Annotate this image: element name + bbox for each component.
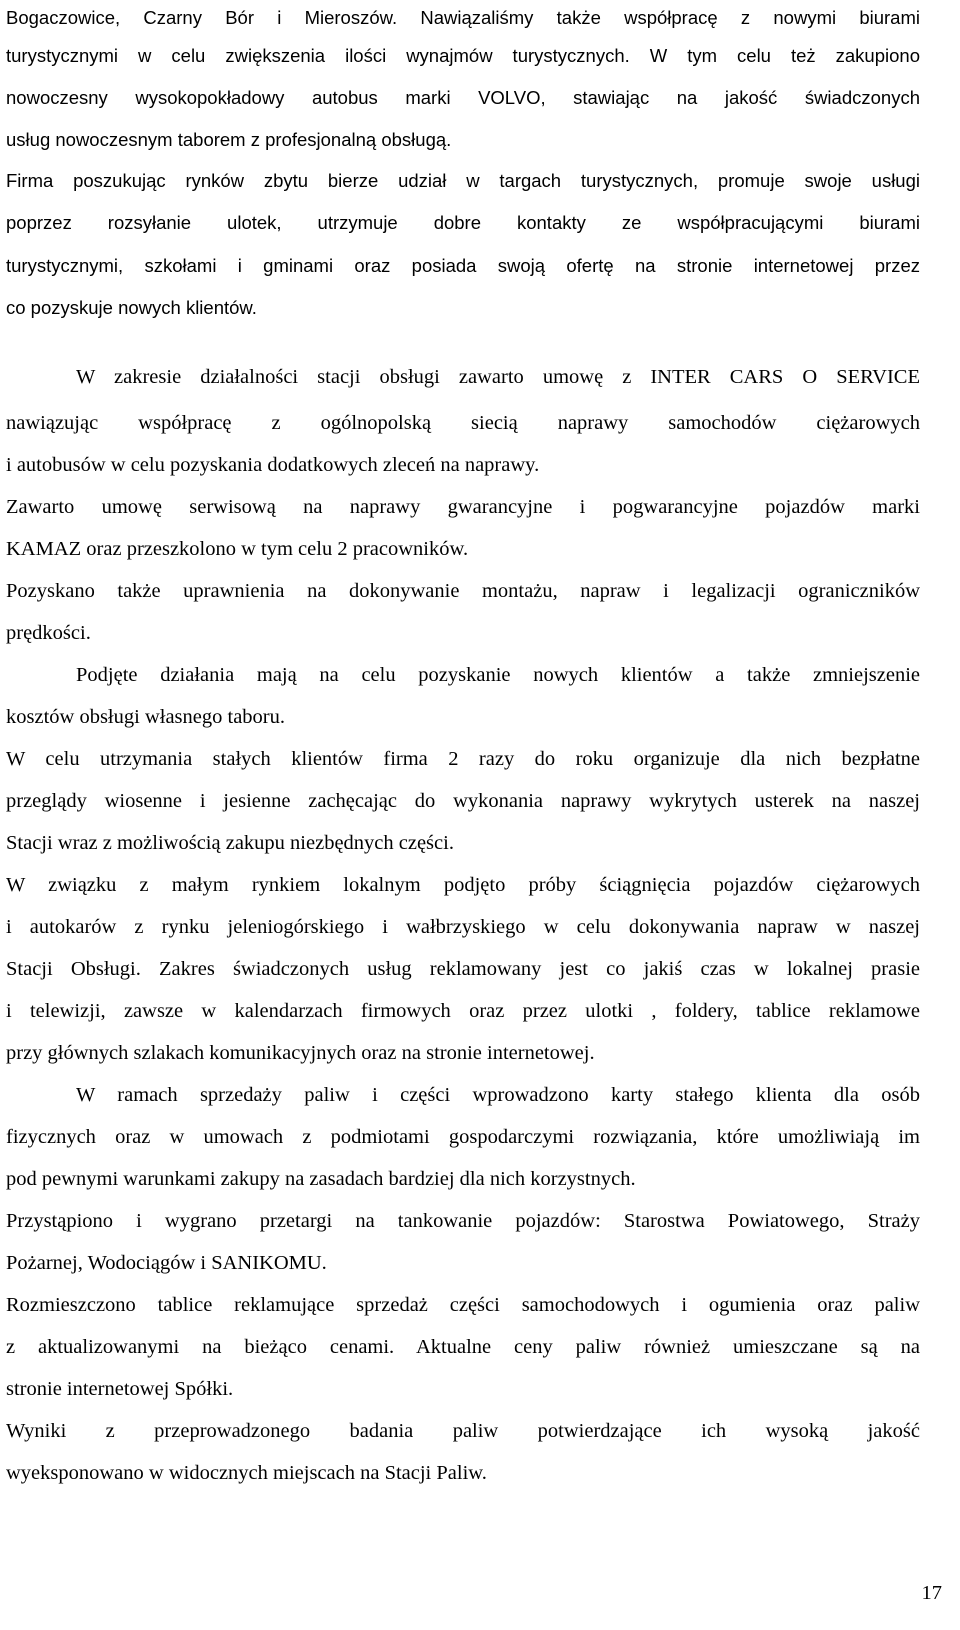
text-line: fizycznych oraz w umowach z podmiotami gospodarczymi rozwiązania, które umożliwiają im: [6, 1126, 920, 1148]
text-line: Wyniki z przeprowadzonego badania paliw potwierdzające ich wysoką jakość: [6, 1420, 920, 1442]
text-line: W zakresie działalności stacji obsługi zawarto umowę z INTER CARS O SERVICE: [76, 366, 920, 388]
text-line: Podjęte działania mają na celu pozyskanie nowych klientów a także zmniejszenie: [76, 664, 920, 686]
text-line: turystycznymi, szkołami i gminami oraz posiada swoją ofertę na stronie internetowej przez: [6, 255, 920, 276]
text-line: i autobusów w celu pozyskania dodatkowych zleceń na naprawy.: [6, 454, 540, 476]
text-line: co pozyskuje nowych klientów.: [6, 297, 257, 318]
text-line: Firma poszukując rynków zbytu bierze udział w targach turystycznych, promuje swoje usługi: [6, 170, 920, 191]
text-line: KAMAZ oraz przeszkolono w tym celu 2 pracowników.: [6, 538, 469, 560]
text-line: przy głównych szlakach komunikacyjnych oraz na stronie internetowej.: [6, 1042, 595, 1064]
text-line: W związku z małym rynkiem lokalnym podjęto próby ściągnięcia pojazdów ciężarowych: [6, 874, 920, 896]
text-line: z aktualizowanymi na bieżąco cenami. Aktualne ceny paliw również umieszczane są na: [6, 1336, 920, 1358]
text-line: Bogaczowice, Czarny Bór i Mieroszów. Nawiązaliśmy także współpracę z nowymi biurami: [6, 7, 920, 28]
text-line: W celu utrzymania stałych klientów firma 2 razy do roku organizuje dla nich bezpłatne: [6, 748, 920, 770]
text-line: stronie internetowej Spółki.: [6, 1378, 234, 1400]
text-line: W ramach sprzedaży paliw i części wprowadzono karty stałego klienta dla osób: [76, 1084, 920, 1106]
text-line: turystycznymi w celu zwiększenia ilości wynajmów turystycznych. W tym celu też zakupiono: [6, 45, 920, 66]
text-line: Stacji wraz z możliwością zakupu niezbędnych części.: [6, 832, 454, 854]
text-line: prędkości.: [6, 622, 91, 644]
page-number: 17: [921, 1582, 942, 1604]
text-line: i telewizji, zawsze w kalendarzach firmowych oraz przez ulotki , foldery, tablice reklamowe: [6, 1000, 920, 1022]
text-line: nawiązując współpracę z ogólnopolską siecią naprawy samochodów ciężarowych: [6, 412, 920, 434]
text-line: i autokarów z rynku jeleniogórskiego i wałbrzyskiego w celu dokonywania napraw w naszej: [6, 916, 920, 938]
text-line: kosztów obsługi własnego taboru.: [6, 706, 285, 728]
text-line: Pożarnej, Wodociągów i SANIKOMU.: [6, 1252, 327, 1274]
text-line: pod pewnymi warunkami zakupy na zasadach bardziej dla nich korzystnych.: [6, 1168, 636, 1190]
text-line: wyeksponowano w widocznych miejscach na Stacji Paliw.: [6, 1462, 487, 1484]
text-line: usług nowoczesnym taborem z profesjonalną obsługą.: [6, 129, 452, 150]
text-line: nowoczesny wysokopokładowy autobus marki VOLVO, stawiając na jakość świadczonych: [6, 87, 920, 108]
text-line: poprzez rozsyłanie ulotek, utrzymuje dobre kontakty ze współpracującymi biurami: [6, 212, 920, 233]
text-line: Pozyskano także uprawnienia na dokonywanie montażu, napraw i legalizacji ograniczników: [6, 580, 920, 602]
text-line: Rozmieszczono tablice reklamujące sprzedaż części samochodowych i ogumienia oraz paliw: [6, 1294, 920, 1316]
text-line: Stacji Obsługi. Zakres świadczonych usług reklamowany jest co jakiś czas w lokalnej prasie: [6, 958, 920, 980]
text-line: przeglądy wiosenne i jesienne zachęcając do wykonania naprawy wykrytych usterek na naszej: [6, 790, 920, 812]
text-line: Przystąpiono i wygrano przetargi na tankowanie pojazdów: Starostwa Powiatowego, Straży: [6, 1210, 920, 1232]
text-line: Zawarto umowę serwisową na naprawy gwarancyjne i pogwarancyjne pojazdów marki: [6, 496, 920, 518]
